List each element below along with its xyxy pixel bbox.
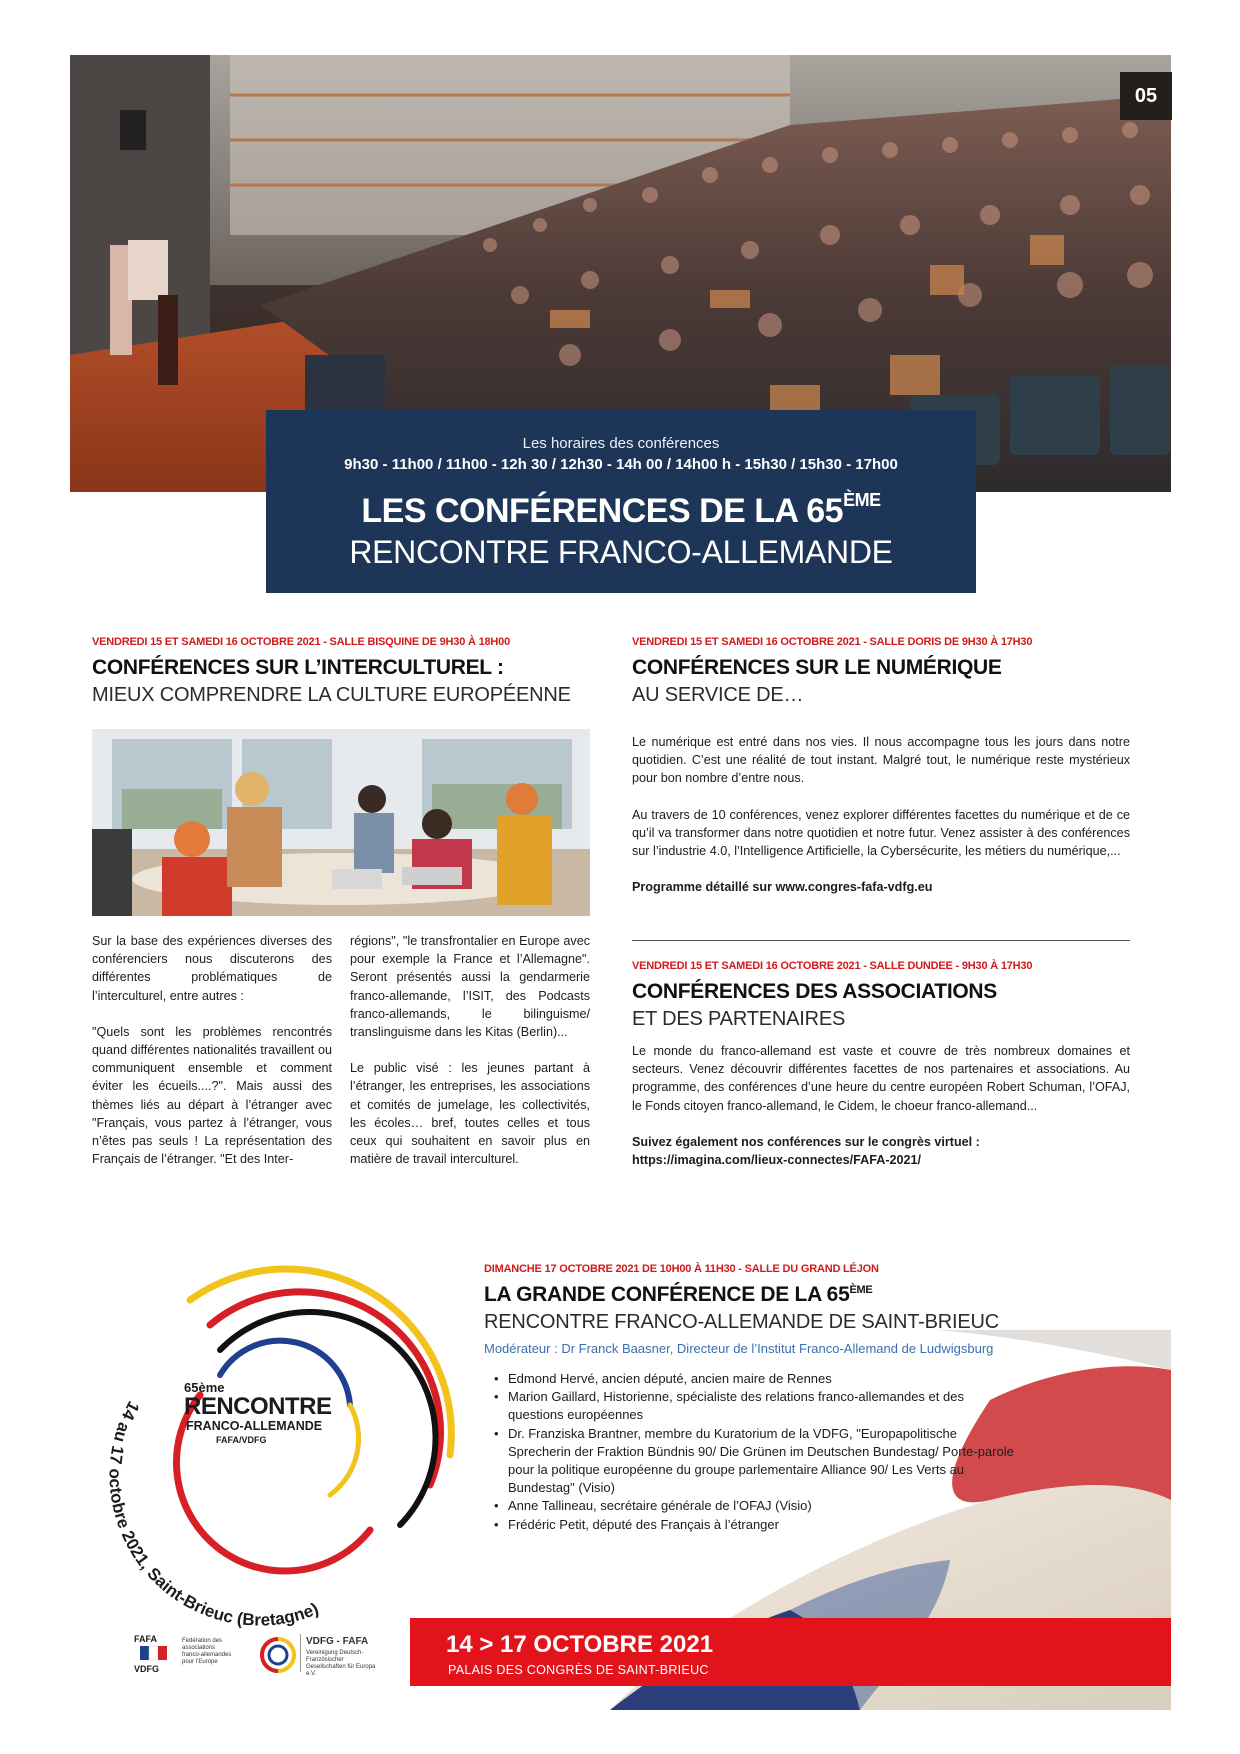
vdfg-text: Vereinigung Deutsch-Französischer Gesellschaften für Europa e.V.: [306, 1650, 376, 1677]
fafa-emblem-icon: [130, 1630, 176, 1678]
associations-subtitle: ET DES PARTENAIRES: [632, 1008, 846, 1030]
interculturel-col1-p2: "Quels sont les problèmes rencontrés quand différentes nationalités travaillent ou communiquent ensemble et comment éviter les écueils....?". Mais aussi des thèmes liés au départ à l’étranger avec "Français, vous partez à l’étranger, vous n’êtes pas seuls ! La représentation des Français de l’étranger. "Et des Inter-: [92, 1024, 332, 1167]
list-item: • Edmond Hervé, ancien député, ancien maire de Rennes: [494, 1370, 1014, 1388]
moderator-line: Modérateur : Dr Franck Baasner, Directeur de l’Institut Franco-Allemand de Ludwigsburg: [484, 1341, 994, 1356]
interculturel-col2-p2: Le public visé : les jeunes partant à l’étranger, les entreprises, les associations et comités de jumelage, les collectivités, les écoles… bref, toutes celles et tous ceux qui souhaitent en savoir plus en matière de travail interculturel.: [350, 1061, 590, 1167]
logo-org: FAFA/VDFG: [216, 1435, 267, 1445]
list-item: • Marion Gaillard, Historienne, spécialiste des relations franco-allemandes et des questions européennes: [494, 1388, 1014, 1424]
associations-body: [632, 1042, 1130, 1169]
page-number: 05: [1120, 72, 1172, 120]
event-logo: [70, 1225, 490, 1645]
vdfg-name: VDFG - FAFA: [306, 1636, 369, 1647]
schedule-times: 9h30 - 11h00 / 11h00 - 12h 30 / 12h30 - 14h 00 / 14h00 h - 15h30 / 15h30 - 17h00: [344, 456, 898, 473]
vdfg-separator: [300, 1634, 301, 1672]
schedule-label: Les horaires des conférences: [522, 435, 720, 452]
page-subtitle: RENCONTRE FRANCO-ALLEMANDE: [349, 534, 893, 570]
grande-title: [484, 1283, 872, 1307]
speakers-list: [494, 1370, 1014, 1534]
associations-follow-text: Suivez également nos conférences sur le congrès virtuel :: [632, 1134, 980, 1149]
page-title-text: LES CONFÉRENCES DE LA 65: [361, 492, 844, 530]
vdfg-ring-icon: [258, 1635, 298, 1675]
numerique-kicker: VENDREDI 15 ET SAMEDI 16 OCTOBRE 2021 - SALLE DORIS DE 9H30 À 17H30: [632, 636, 1033, 648]
logo-arc-text: 14 au 17 octobre 2021, Saint-Brieuc (Bretagne): [105, 1397, 322, 1630]
interculturel-col2-p1: régions", "le transfrontalier en Europe avec pour exemple la France et l’Allemagne". Seront présentés aussi la gendarmerie franco-allemande, l’ISIT, des Podcasts franco-allemands, le bilinguisme/ translinguisme dans les Kitas (Berlin)...: [350, 934, 590, 1040]
logo-text-block: [184, 1380, 332, 1445]
associations-title: CONFÉRENCES DES ASSOCIATIONS: [632, 980, 997, 1003]
logo-edition: 65ème: [184, 1380, 225, 1395]
list-item: • Frédéric Petit, député des Français à l’étranger: [494, 1516, 1014, 1534]
logo-name1: RENCONTRE: [184, 1393, 332, 1420]
interculturel-col1-p1: Sur la base des expériences diverses des conférenciers nous discuterons des différentes problématiques de l’interculturel, entre autres :: [92, 934, 332, 1003]
logo-name2: FRANCO-ALLEMANDE: [186, 1419, 323, 1433]
fafa-logo: [130, 1630, 230, 1680]
interculturel-title: CONFÉRENCES SUR L’INTERCULTUREL :: [92, 656, 504, 679]
grande-title-text: LA GRANDE CONFÉRENCE DE LA 65: [484, 1283, 850, 1306]
svg-text:FAFA: FAFA: [134, 1634, 158, 1644]
banner-venue: PALAIS DES CONGRÈS DE SAINT-BRIEUC: [448, 1663, 709, 1677]
interculturel-kicker: VENDREDI 15 ET SAMEDI 16 OCTOBRE 2021 - SALLE BISQUINE DE 9H30 À 18H00: [92, 636, 510, 648]
grande-kicker: DIMANCHE 17 OCTOBRE 2021 DE 10H00 À 11H30 - SALLE DU GRAND LÉJON: [484, 1263, 879, 1275]
associations-url-link[interactable]: https://imagina.com/lieux-connectes/FAFA-2021/: [632, 1153, 922, 1168]
numerique-body: [632, 733, 1130, 914]
vdfg-logo: [258, 1632, 378, 1678]
office-meeting-illustration: [92, 729, 590, 916]
date-banner: [410, 1618, 1171, 1686]
numerique-program-link[interactable]: Programme détaillé sur www.congres-fafa-vdfg.eu: [632, 880, 933, 895]
associations-kicker: VENDREDI 15 ET SAMEDI 16 OCTOBRE 2021 - SALLE DUNDEE - 9H30 À 17H30: [632, 960, 1033, 972]
banner-dates: 14 > 17 OCTOBRE 2021: [446, 1631, 714, 1658]
interculturel-col1: [92, 932, 332, 1186]
numerique-title: CONFÉRENCES SUR LE NUMÉRIQUE: [632, 656, 1002, 679]
numerique-subtitle: AU SERVICE DE…: [632, 684, 804, 706]
interculturel-subtitle: MIEUX COMPRENDRE LA CULTURE EUROPÉENNE: [92, 684, 571, 706]
numerique-p2: Au travers de 10 conférences, venez explorer différentes facettes du numérique et de ce qu’il va transformer dans notre quotidien et notre futur. Venez assister à des conférences sur l’industrie 4.0, l’Intelligence Artificielle, la Cybersécurite, les métiers du numérique,...: [632, 807, 1130, 859]
section-divider: [632, 940, 1130, 941]
page-title-sup: ÈME: [843, 490, 881, 510]
list-item: • Dr. Franziska Brantner, membre du Kuratorium de la VDFG, "Europapolitische Sprecherin der Fraktion Bündnis 90/ Die Grünen im Deutschen Bundestag/ Porte-parole pour la politique européenne du groupe parlementaire Alliance 90/ Les Verts au Bundestag" (Visio): [494, 1425, 1014, 1498]
list-item: • Anne Tallineau, secrétaire générale de l’OFAJ (Visio): [494, 1497, 1014, 1515]
numerique-p1: Le numérique est entré dans nos vies. Il nous accompagne tous les jours dans notre quotidien. C’est une réalité de tout instant. Malgré tout, le numérique reste mystérieux pour bon nombre d’entre nous.: [632, 735, 1130, 786]
office-photo: [92, 729, 590, 916]
title-box: [266, 410, 976, 593]
associations-follow: [632, 1133, 1130, 1169]
associations-p1: Le monde du franco-allemand est vaste et couvre de très nombreux domaines et secteurs. Venez découvrir différentes facettes de nos partenaires et associations. Au programme, des conférences d’une heure du centre européen Robert Schuman, l’OFAJ, le Fonds citoyen franco-allemand, le Cidem, le choeur franco-allemand...: [632, 1044, 1130, 1113]
fafa-text: Fédération des associations franco-allemandes pour l’Europe: [182, 1638, 232, 1665]
page-title: [266, 490, 976, 531]
grande-subtitle: RENCONTRE FRANCO-ALLEMANDE DE SAINT-BRIEUC: [484, 1311, 999, 1333]
grande-title-sup: ÈME: [849, 1284, 873, 1296]
interculturel-col2: [350, 932, 590, 1186]
svg-text:VDFG: VDFG: [134, 1664, 160, 1674]
